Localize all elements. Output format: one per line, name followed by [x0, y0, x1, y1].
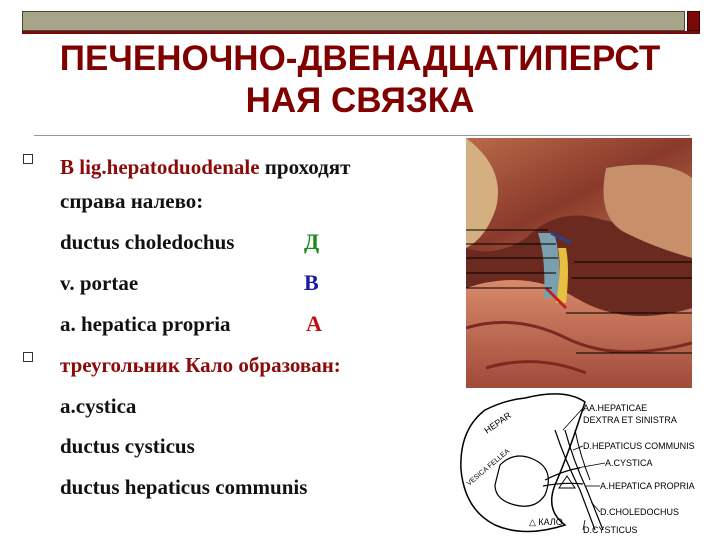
item-a-hepatica-propria: a. hepatica propria: [60, 312, 231, 336]
diagram-label-a-cystica: A.CYSTICA: [605, 458, 653, 468]
ligament-name: В lig.hepatoduodenale: [60, 155, 260, 179]
item-v-portae: v. portae: [60, 271, 139, 295]
bullet-1-rest: проходят: [259, 155, 351, 179]
bullet-2-text: треугольник Кало образован:: [60, 353, 341, 377]
title-line-1: ПЕЧЕНОЧНО-ДВЕНАДЦАТИПЕРСТ: [59, 39, 661, 78]
item-letter-v: В: [304, 270, 319, 295]
header-bar: [22, 11, 685, 31]
diagram-label-aa-hepaticae: AA.HEPATICAE: [583, 403, 648, 413]
title-line-2: НАЯ СВЯЗКА: [245, 81, 475, 120]
item-letter-d: Д: [304, 229, 320, 254]
calot-item-ductus-cysticus: ductus cysticus: [60, 434, 195, 458]
bullet-marker-2: [23, 352, 33, 362]
gallbladder-outline: [495, 456, 548, 506]
vesica-fellea-label: VESICA FELLEA: [465, 447, 512, 488]
item-ductus-choledochus: ductus choledochus: [60, 230, 235, 254]
calot-item-ductus-hepaticus-communis: ductus hepaticus communis: [60, 475, 308, 499]
diagram-label-dextra-et-sinistra: DEXTRA ET SINISTRA: [583, 415, 677, 425]
bullet-1-line-1: [60, 154, 350, 180]
diagram-label-d-choledochus: D.CHOLEDOCHUS: [600, 507, 680, 517]
calot-item-a-cystica: a.cystica: [60, 394, 137, 418]
page-title: [0, 38, 720, 122]
liver-outline: [461, 394, 585, 532]
title-divider: [34, 135, 690, 136]
anatomy-illustration: [466, 138, 692, 388]
hepar-label: HEPAR: [482, 410, 514, 436]
diagram-label-d-cysticus: D.CYSTICUS: [583, 525, 638, 535]
calot-triangle-label: △ КАЛО: [529, 517, 563, 527]
calot-triangle-diagram: [455, 390, 720, 540]
header-underline: [22, 31, 700, 34]
bullet-1-line-2: справа налево:: [60, 189, 204, 213]
diagram-label-d-hepaticus-communis: D.HEPATICUS COMMUNIS: [583, 441, 695, 451]
bullet-marker-1: [23, 154, 33, 164]
item-letter-a: А: [306, 311, 322, 336]
diagram-label-a-hepatica-propria: A.HEPATICA PROPRIA: [600, 481, 695, 491]
diagram-leader-lines: [563, 408, 605, 530]
header-accent-block: [687, 11, 700, 31]
